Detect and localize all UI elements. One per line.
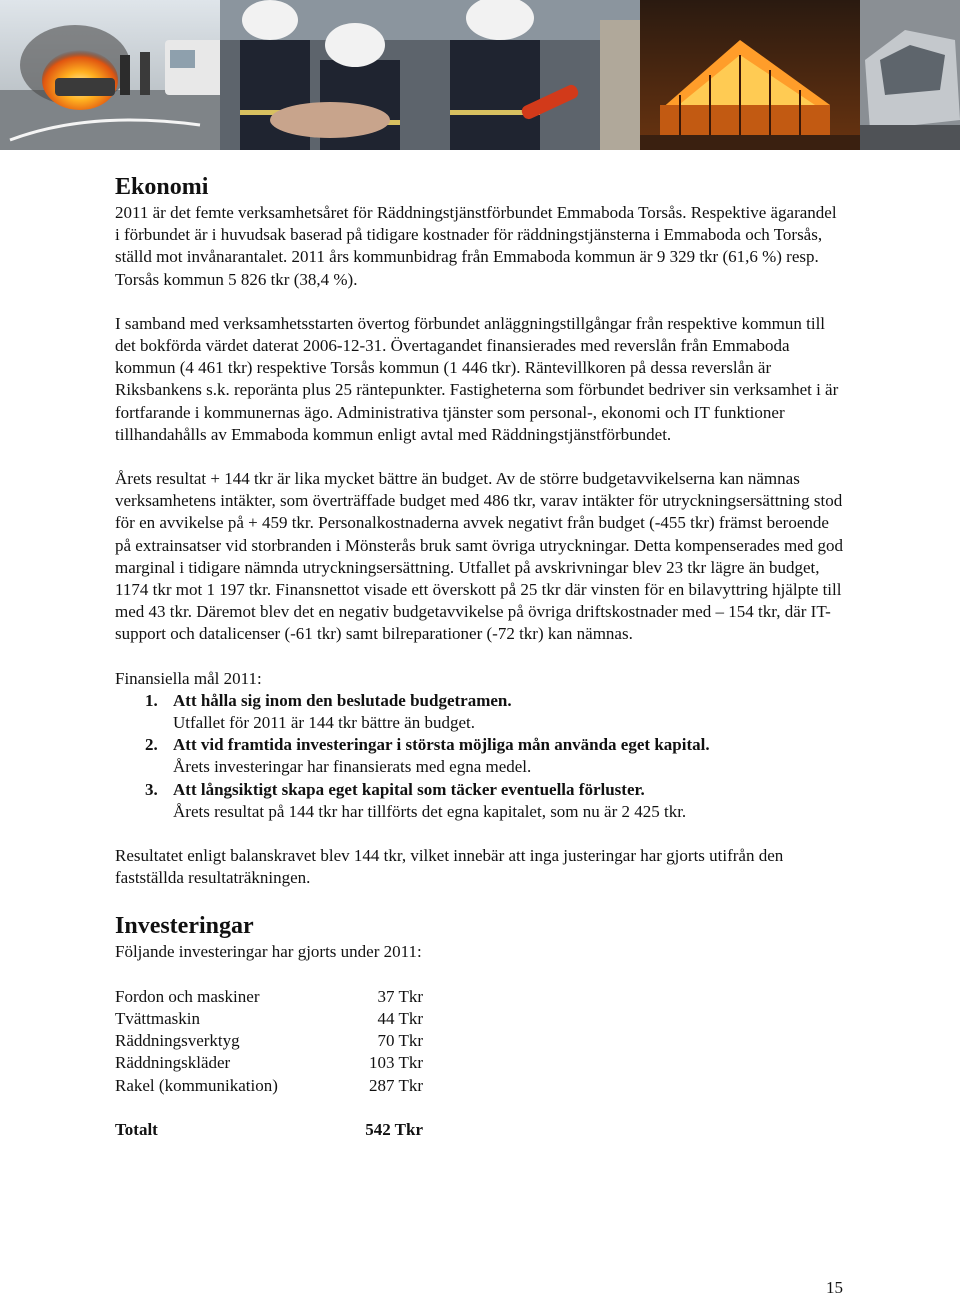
firefighter-photo-collage-icon <box>0 0 960 150</box>
investment-amount: 287 Tkr <box>369 1075 423 1095</box>
investment-amount: 70 Tkr <box>377 1031 423 1051</box>
ekonomi-paragraph-4: Resultatet enligt balanskravet blev 144 tkr, vilket innebär att inga justeringar har gjorts utifrån den fastställda resultaträkningen. <box>115 846 784 888</box>
goal-result: Årets investeringar har finansierats med egna medel. <box>173 757 532 777</box>
ekonomi-paragraph-3: Årets resultat + 144 tkr är lika mycket bättre än budget. Av de större budgetavvikelserna kan nämnas verksamhetens intäkter, som överträffade budget med 486 tkr, varav intäkter för utryckningsersättning stod för en avvikelse på + 459 tkr. Personalkostnaderna avvek negativt från budget (-455 tkr) främst beroende på extrainsatser vid storbranden i Mönsterås bruk samt övriga utryckningar. Detta kompenserades med god marginal i tidigare nämnda utryckningsersättning. Utfallet på avskrivningar blev 23 tkr lägre än budget, 1174 tkr mot 1 197 tkr. Finansnettot visade ett överskott på 25 tkr där vinsten för en bilavyttring hjälpte till med 43 tkr. Däremot blev det en negativ budgetavvikelse på övriga driftskostnader med – 154 tkr, där IT-support och datalicenser (-61 tkr) samt bilreparationer (-72 tkr) kan nämnas. <box>115 469 843 644</box>
investment-label: Tvättmaskin <box>115 1008 200 1028</box>
investment-amount: 103 Tkr <box>369 1053 423 1073</box>
financial-goals-list <box>115 690 845 823</box>
investment-amount: 37 Tkr <box>377 986 423 1006</box>
goal-item <box>115 734 845 778</box>
header-photo-banner <box>0 0 960 150</box>
financial-goals-intro: Finansiella mål 2011: <box>115 668 262 688</box>
investment-label: Räddningskläder <box>115 1053 231 1073</box>
goal-item <box>115 779 845 823</box>
goal-title: Att hålla sig inom den beslutade budgetramen. <box>173 690 512 710</box>
total-label: Totalt <box>115 1119 158 1139</box>
goal-title: Att vid framtida investeringar i största möjliga mån använda eget kapital. <box>173 735 710 755</box>
investeringar-intro: Följande investeringar har gjorts under 2011: <box>115 942 422 962</box>
table-row <box>115 986 423 1008</box>
goal-title: Att långsiktigt skapa eget kapital som täcker eventuella förluster. <box>173 779 645 799</box>
investment-label: Rakel (kommunikation) <box>115 1075 278 1095</box>
investment-label: Räddningsverktyg <box>115 1031 240 1051</box>
ekonomi-paragraph-2: I samband med verksamhetsstarten övertog förbundet anläggningstillgångar från respektive kommun till det bokförda värdet daterat 2006-12-31. Övertagandet finansierades med reverslån från Emmaboda kommun (4 461 tkr) respektive Torsås kommun (1 446 tkr). Räntevillkoren på dessa reverslån är Riksbankens s.k. reporänta plus 25 räntepunkter. Fastigheterna som förbundet bedriver sin verksamhet i är fortfarande i kommunernas ägo. Administrativa tjänster som personal-, ekonomi och IT funktioner tillhandahålls av Emmaboda kommun enligt avtal med Räddningstjänstförbundet. <box>115 313 839 444</box>
investment-label: Fordon och maskiner <box>115 986 260 1006</box>
table-row <box>115 1052 423 1074</box>
ekonomi-heading: Ekonomi <box>115 174 209 200</box>
page-number: 15 <box>826 1278 843 1297</box>
ekonomi-paragraph-1: 2011 är det femte verksamhetsåret för Räddningstjänstförbundet Emmaboda Torsås. Respektive ägarandel i förbundet är i huvudsak baserad på tidigare kostnader för räddningstjänsterna i Emmaboda och Torsås, ställd mot invånarantalet. 2011 års kommunbidrag från Emmaboda kommun är 9 329 tkr (61,6 %) resp. Torsås kommun 5 826 tkr (38,4 %). <box>115 203 837 289</box>
goal-number: 1. <box>145 690 158 710</box>
goal-item <box>115 690 845 734</box>
investment-table <box>115 986 423 1141</box>
goal-number: 2. <box>145 735 158 755</box>
investeringar-heading: Investeringar <box>115 913 254 940</box>
table-row <box>115 1008 423 1030</box>
goal-result: Utfallet för 2011 är 144 tkr bättre än budget. <box>173 713 475 733</box>
total-row <box>115 1097 423 1141</box>
table-row <box>115 1030 423 1052</box>
goal-result: Årets resultat på 144 tkr har tillförts det egna kapitalet, som nu är 2 425 tkr. <box>173 801 687 821</box>
investment-amount: 44 Tkr <box>377 1008 423 1028</box>
total-amount: 542 Tkr <box>365 1119 423 1139</box>
page-content <box>115 172 845 1141</box>
goal-number: 3. <box>145 779 158 799</box>
table-row <box>115 1075 423 1097</box>
